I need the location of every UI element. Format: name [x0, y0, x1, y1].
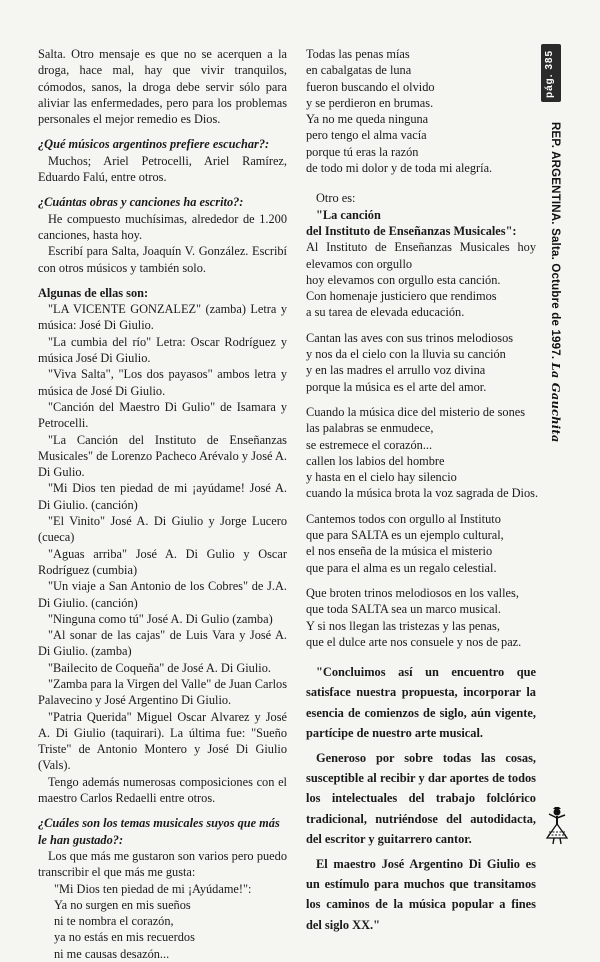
intro-paragraph: Salta. Otro mensaje es que no se acerquen a la droga, hace mal, hay que vivir tranquilos, cómodos, sanos, la droga debe servir sólo para aliviar las enfermedades, pero para los problemas personales el mejor remedio es Dios. [38, 47, 287, 127]
songs-list [38, 301, 287, 806]
poem-line: Que broten trinos melodiosos en los valles, [306, 585, 519, 600]
list-item: Tengo además numerosas composiciones con el maestro Carlos Redaelli entre otros. [38, 774, 287, 806]
song2-title-line2: del Instituto de Enseñanzas Musicales": [306, 223, 517, 238]
poem-line: Todas las penas mías [306, 47, 410, 61]
poem-line: y en las madres el arrullo voz divina [306, 363, 486, 378]
answer-favorites: Los que más me gustaron son varios pero puedo transcribir el que más me gusta: [38, 848, 287, 880]
list-item: "Ninguna como tú" José A. Di Gulio (zamba) [48, 611, 273, 626]
publication-meta [549, 122, 563, 443]
other-intro: Otro es: [316, 191, 356, 206]
poem-line: de todo mi dolor y de toda mi alegría. [306, 161, 493, 176]
question-favorites: ¿Cuáles son los temas musicales suyos que más le han gustado?: [38, 816, 280, 847]
poem-line: Cuando la música dice del misterio de sones [306, 404, 526, 419]
list-item: "Patria Querida" Miguel Oscar Alvarez y José A. Di Giulio (taquirari). La última fue: "Sueño Triste" de Antonio Montero y José Di Giulio (Vals). [38, 709, 287, 773]
list-item: "La Canción del Instituto de Enseñanzas Musicales" de Lorenzo Pacheco Arévalo y José A. Di Gulio. [38, 432, 287, 480]
poem-line: Y si nos llegan las tristezas y las penas, [306, 618, 500, 633]
poem-line: se estremece el corazón... [306, 437, 433, 452]
poem-line: fueron buscando el olvido [306, 79, 435, 94]
poem-line: y se perdieron en brumas. [306, 95, 434, 110]
poem-stanza [38, 897, 287, 962]
poem-line: Cantan las aves con sus trinos melodiosos [306, 330, 514, 345]
question-works: ¿Cuántas obras y canciones ha escrito?: [38, 195, 244, 210]
closing-paragraph-1: "Concluimos así un encuentro que satisface nuestra propuesta, incorporar la esencia de comienzos de siglo, aún vigente, partícipe de nuestro arte musical. [306, 665, 536, 740]
song2-stanza-1 [306, 239, 536, 320]
right-column [306, 46, 539, 935]
song2-stanza-5 [306, 585, 536, 650]
list-item: "Viva Salta", "Los dos payasos" ambos letra y música de José Di Giulio. [38, 367, 287, 398]
list-item: "La cumbia del río" Letra: Oscar Rodríguez y música José Di Giulio. [38, 334, 287, 366]
poem-line: hoy elevamos con orgullo esta canción. [306, 272, 501, 287]
poem-title: "Mi Dios ten piedad de mi ¡Ayúdame!": [54, 881, 252, 896]
poem-line: Con homenaje justiciero que rendimos [306, 289, 497, 304]
poem-line: el nos enseña de la música el misterio [306, 544, 493, 559]
closing-paragraph-2: Generoso por sobre todas las cosas, susceptible al recibir y dar aportes de todos los intelectuales del trabajo folclórico tradicional, nutriéndose del autodidacta, del escritor y guitarrero cantor. [306, 750, 536, 846]
list-item: "Bailecito de Coqueña" de José A. Di Giulio. [48, 660, 271, 675]
poem-line: que para SALTA es un ejemplo cultural, [306, 528, 504, 543]
song2-stanza-3 [306, 404, 539, 502]
poem-line: callen los labios del hombre [306, 453, 445, 468]
poem-line: Cantemos todos con orgullo al Instituto [306, 511, 501, 526]
song2-title-line1: "La canción [316, 207, 381, 222]
poem-line: ni te nombra el corazón, [54, 914, 174, 929]
list-item: "Aguas arriba" José A. Di Gulio y Oscar Rodríguez (cumbia) [38, 546, 287, 577]
list-item: "Mi Dios ten piedad de mi ¡ayúdame! José A. Di Giulio. (canción) [38, 481, 287, 512]
closing-paragraph-3: El maestro José Argentino Di Giulio es un estímulo para muchos que transitamos los caminos de la música popular a fines del siglo XX." [306, 856, 536, 932]
song2-stanza-2 [306, 330, 536, 395]
poem-line: que toda SALTA sea un marco musical. [306, 602, 501, 617]
poem-line: que el dulce arte nos consuele y nos de paz. [306, 634, 522, 649]
songs-list-title: Algunas de ellas son: [38, 285, 149, 300]
poem-line: Ya no me queda ninguna [306, 112, 429, 127]
song2-stanza-4 [306, 511, 536, 576]
poem-continuation [306, 46, 536, 176]
poem-line: porque la música es el arte del amor. [306, 379, 487, 394]
poem-line: Ya no surgen en mis sueños [54, 897, 191, 912]
poem-line: en cabalgatas de luna [306, 63, 412, 78]
poem-line: cuando la música brota la voz sagrada de Dios. [306, 486, 539, 501]
poem-line: y nos da el cielo con la lluvia su canción [306, 347, 506, 362]
poem-line: porque tú eras la razón [306, 144, 419, 159]
magazine-logo: La Gauchita [549, 362, 563, 443]
list-item: "Zamba para la Virgen del Valle" de Juan Carlos Palavecino y José Argentino Di Giulio. [38, 676, 287, 708]
question-musicians: ¿Qué músicos argentinos prefiere escuchar?: [38, 137, 270, 152]
poem-line: Al Instituto de Enseñanzas Musicales hoy elevamos con orgullo [306, 240, 536, 271]
page-number: pág. 385 [544, 49, 555, 98]
poem-line: a su tarea de elevada educación. [306, 305, 465, 320]
dancer-figure-icon [543, 806, 571, 846]
publication-meta-text: REP. ARGENTINA. Salta. Octubre de 1997. [549, 122, 561, 360]
poem-line: que para el alma es un regalo celestial. [306, 560, 497, 575]
poem-line: y hasta en el cielo hay silencio [306, 470, 457, 485]
list-item: "Un viaje a San Antonio de los Cobres" de J.A. Di Giulio. (canción) [38, 579, 287, 610]
left-column [38, 46, 287, 962]
list-item: "Canción del Maestro Di Gulio" de Isamara y Petrocelli. [38, 399, 287, 431]
answer-musicians: Muchos; Ariel Petrocelli, Ariel Ramírez, Eduardo Falú, entre otros. [38, 153, 287, 185]
poem-line: ya no estás en mis recuerdos [54, 930, 195, 945]
answer-works-2: Escribí para Salta, Joaquín V. González. Escribí con otros músicos y también solo. [38, 244, 287, 275]
poem-line: pero tengo el alma vacía [306, 128, 427, 143]
poem-line: las palabras se enmudece, [306, 421, 434, 436]
poem-line: ni me causas desazón... [54, 946, 170, 961]
list-item: "El Vinito" José A. Di Giulio y Jorge Lucero (cueca) [38, 514, 287, 545]
list-item: "LA VICENTE GONZALEZ" (zamba) Letra y música: José Di Giulio. [38, 302, 287, 333]
answer-works-1: He compuesto muchísimas, alrededor de 1.200 canciones, hasta hoy. [38, 211, 287, 242]
list-item: "Al sonar de las cajas" de Luis Vara y José A. Di Giulio. (zamba) [38, 628, 287, 659]
